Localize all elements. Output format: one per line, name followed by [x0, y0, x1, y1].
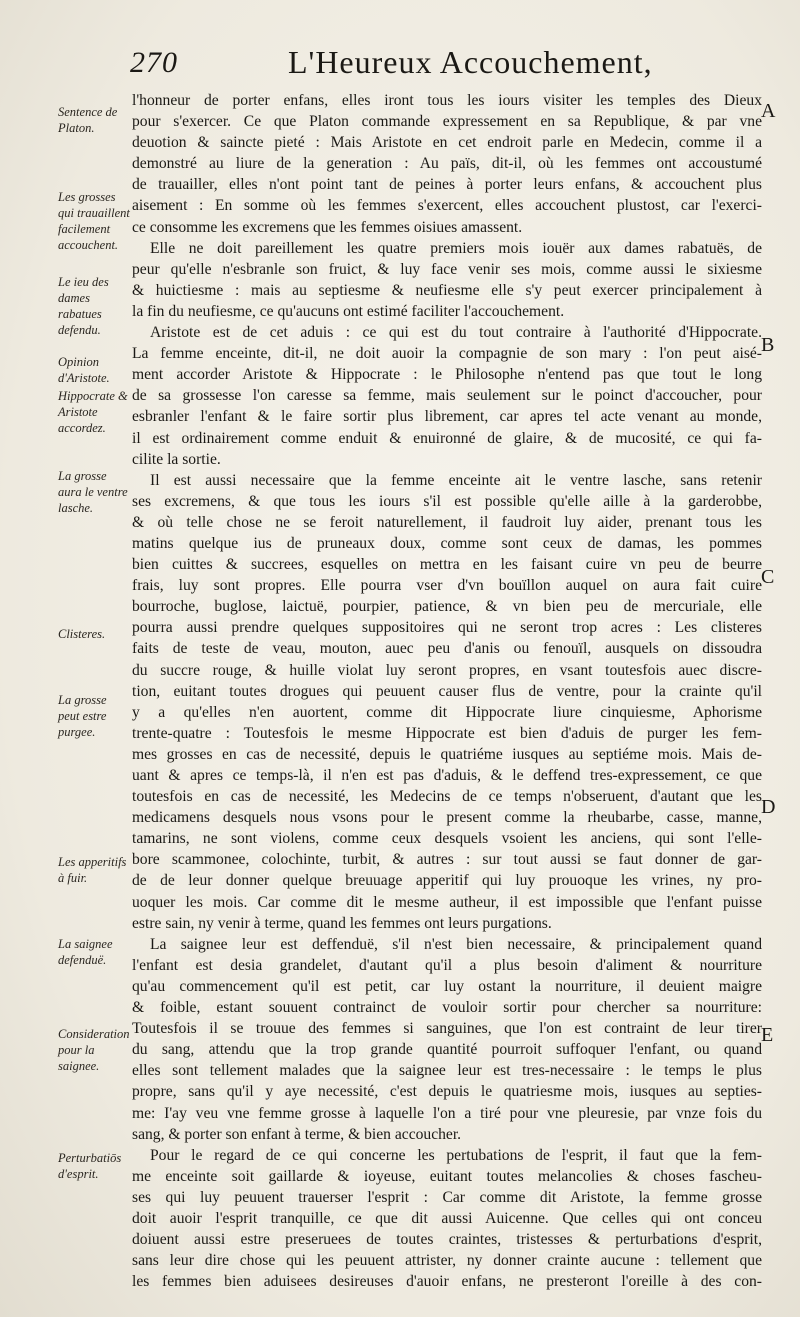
text-line: estre sain, ny venir à terme, quand les femmes ont leurs purgations. — [132, 914, 552, 932]
page-header — [120, 44, 760, 88]
text-line: & où telle chose ne se feroit naturellement, il faudroit luy aider, prenant tous les — [132, 513, 762, 531]
text-line: tion, euitant toutes drogues qui peuuent causer flus de ventre, pour la crainte qu'il — [132, 682, 762, 700]
section-letter-e: E — [761, 1024, 774, 1046]
text-line: medicamens desquels nous vsons pour le present comme la rheubarbe, casse, manne, — [132, 809, 762, 827]
text-line: qu'au commencement qu'il est petit, car luy ostant la nourriture, il deuient maigre — [132, 977, 762, 995]
text-line: cilite la sortie. — [132, 450, 221, 468]
text-line: pour s'exercer. Ce que Platon commande expressement en sa Republique, & par vne — [132, 113, 762, 131]
text-line: matins quelque ius de pruneaux doux, comme sont ceux de damas, les pommes — [132, 534, 762, 552]
text-line: les femmes bien aduisees desireuses d'auoir enfans, ne presteront l'oreille à des con- — [132, 1273, 762, 1291]
running-title: L'Heureux Accouchement, — [288, 44, 653, 80]
marginal-note-perturbations: Perturbatiōs d'esprit. — [58, 1151, 122, 1181]
text-line: trente-quatre : Toutesfois le mesme Hippocrate est bien d'aduis de purger les fem- — [132, 724, 762, 742]
text-line: & foible, estant souuent contrainct de vouloir sortir pour chercher sa nourriture: — [132, 999, 762, 1017]
text-line: l'honneur de porter enfans, elles iront tous les iours visiter les temples des Dieux — [132, 92, 762, 109]
marginal-note-hippocrate-aristote: Hippocrate & Aristote accordez. — [58, 389, 128, 435]
text-line: me enceinte soit gaillarde & ioyeuse, euitant toutes melancolies & choses fascheu- — [132, 1167, 762, 1185]
text-line: de de leur donner quelque breuuage apperitif qui luy prouoque les vrines, ny pro- — [132, 872, 762, 890]
text-line: pourra aussi prendre quelques suppositoires qui ne seront trop acres : Les clisteres — [132, 619, 762, 637]
text-line: doit auoir l'esprit tranquille, ce que dit aussi Auicenne. Que celles qui ont conceu — [132, 1209, 762, 1227]
text-line: aisement : En somme où les femmes s'exercent, elles accouchent plustost, car l'exerci- — [132, 197, 762, 215]
text-line: elles sont tellement malades que la saignee leur est tres-necessaire : le temps le plus — [132, 1062, 762, 1080]
text-line: doiuent aussi estre preseruees de toutes craintes, tristesses & perturbations d'esprit, — [132, 1231, 762, 1249]
text-line: bourroche, buglose, laictuë, pourpier, patience, & vn bien peu de mercuriale, elle — [132, 598, 762, 616]
text-line: faits de teste de veau, mouton, auec peu d'anis ou fenouïl, ausquels on dissoudra — [132, 640, 762, 658]
text-line: la fin du neufiesme, ce qu'aucuns ont estimé faciliter l'accouchement. — [132, 302, 565, 320]
marginal-note-grosses-trauaillent: Les grosses qui trauaillent facilement accouchent. — [58, 190, 130, 252]
marginal-note-ventre-lasche: La grosse aura le ventre lasche. — [58, 469, 128, 515]
marginal-note-saignee-defendue: La saignee defenduë. — [58, 937, 113, 967]
text-line: bien cuittes & succrees, esquelles on mettra en les faisant cuire vn peu de beurre — [132, 556, 762, 574]
page-number: 270 — [130, 46, 178, 79]
text-line: La saignee leur est deffenduë, s'il n'est bien necessaire, & principalement quand — [150, 935, 762, 953]
marginal-note-opinion-aristote: Opinion d'Aristote. — [58, 355, 110, 385]
text-line: uant & apres ce temps-là, il n'en est pas d'aduis, & le deffend tres-expressement, ce que — [132, 767, 762, 784]
text-line: y a qu'elles n'en auortent, comme dit Hippocrate liure cinquiesme, Aphorisme — [132, 703, 762, 721]
text-line: ce consomme les excremens que les femmes oisiues amassent. — [132, 218, 523, 236]
text-line: La femme enceinte, dit-il, ne doit auoir la compagnie de son mary : l'on peut aisé- — [132, 345, 762, 363]
marginal-note-ieu-des-dames: Le ieu des dames rabatues defendu. — [58, 275, 109, 337]
marginal-note-apperitifs: Les apperitifs à fuir. — [58, 855, 127, 885]
text-line: toutesfois en cas de necessité, les Medecins de ce temps n'obseruent, d'autant que les — [132, 788, 762, 806]
text-line: sans leur dire chose qui les peuuent attrister, ny donner crainte aucune : tellement que — [132, 1252, 762, 1270]
text-line: ment accorder Aristote & Hippocrate : le Philosophe n'entend pas que tout le long — [132, 366, 762, 384]
text-line: de sa grossesse l'on caresse sa femme, mais seulement sur le poinct d'accoucher, pour — [132, 387, 762, 405]
text-line: uoquer les mois. Car comme dit le mesme autheur, il est impossible que l'enfant puisse — [132, 893, 762, 911]
text-line: mes grosses en cas de necessité, depuis le quatriéme iusques au septiéme mois. Mais de- — [132, 745, 762, 763]
text-line: me: I'ay veu vne femme grosse à laquelle l'on a tiré pour vne pleuresie, par vnze fois du — [132, 1104, 762, 1122]
text-line: esbranler l'enfant & le faire sortir plus librement, car apres tel acte venant au monde, — [132, 408, 762, 426]
text-line: Toutesfois il se trouue des femmes si sanguines, que l'on est contraint de leur tirer — [132, 1020, 762, 1038]
text-line: l'enfant est desia grandelet, d'autant qu'il a plus besoin d'aliment & nourriture — [132, 956, 762, 974]
text-line: il est ordinairement comme enduit & enuironné de glaire, & de mucosité, ce qui fa- — [132, 429, 762, 447]
text-line: du succre rouge, & huille violat luy seront propres, en vsant toutesfois auec discre- — [132, 661, 762, 679]
text-line: frais, luy sont propres. Elle pourra vser d'vn bouïllon auquel on aura fait cuire — [132, 577, 762, 595]
section-letter-c: C — [761, 566, 775, 588]
section-letter-a: A — [761, 100, 776, 122]
text-line: & huictiesme : mais au septiesme & neufiesme elle s'y peut exercer principalement à — [132, 281, 762, 299]
marginal-note-consideration-saignee: Consideration pour la saignee. — [58, 1027, 130, 1073]
text-line: tamarins, ne sont violens, comme ceux desquels vsoient les anciens, qui sont l'elle- — [132, 830, 762, 848]
text-line: Aristote est de cet aduis : ce qui est du tout contraire à l'authorité d'Hippocrate. — [150, 324, 762, 342]
text-line: bore scammonee, colochinte, turbit, & autres : sur tout aussi se faut donner de gar- — [132, 851, 762, 869]
section-letter-b: B — [761, 334, 775, 356]
text-line: propre, sans qu'il y aye necessité, c'est depuis le quatriesme mois, iusques au septies- — [132, 1083, 762, 1101]
text-line: Elle ne doit pareillement les quatre premiers mois iouër aux dames rabatuës, de — [150, 239, 762, 257]
text-line: demonstré au liure de la generation : Au païs, dit-il, où les femmes ont accoustumé — [132, 155, 762, 173]
marginal-note-platon: Sentence de Platon. — [58, 105, 118, 135]
text-line: de trauailler, elles n'ont point tant de peines à porter leurs enfans, & accouchent plus — [132, 176, 762, 194]
text-line: Il est aussi necessaire que la femme enceinte ait le ventre lasche, sans retenir — [150, 471, 762, 489]
text-line: ses qui luy peuuent trauerser l'esprit : Car comme dit Aristote, la femme grosse — [132, 1188, 762, 1206]
text-line: peur qu'elle n'esbranle son fruict, & luy face venir ses mois, comme aussi le sixiesme — [132, 260, 762, 278]
text-line: deuotion & saincte pieté : Mais Aristote en cet endroit parle en Medecin, comme il a — [132, 134, 762, 152]
marginal-note-grosse-purgee: La grosse peut estre purgee. — [58, 693, 107, 739]
text-line: ses excremens, & que tous les iours s'il est possible qu'elle aille à la garderobbe, — [132, 492, 762, 510]
text-line: du sang, attendu que la trop grande quantité pourroit suffoquer l'enfant, ou quand — [132, 1041, 762, 1059]
section-letter-d: D — [761, 796, 776, 818]
marginal-note-clisteres: Clisteres. — [58, 627, 106, 641]
text-line: sang, & porter son enfant à terme, & bien accoucher. — [132, 1125, 462, 1143]
text-line: Pour le regard de ce qui concerne les pertubations de l'esprit, il faut que la fem- — [150, 1146, 762, 1164]
body-text — [132, 90, 762, 1292]
